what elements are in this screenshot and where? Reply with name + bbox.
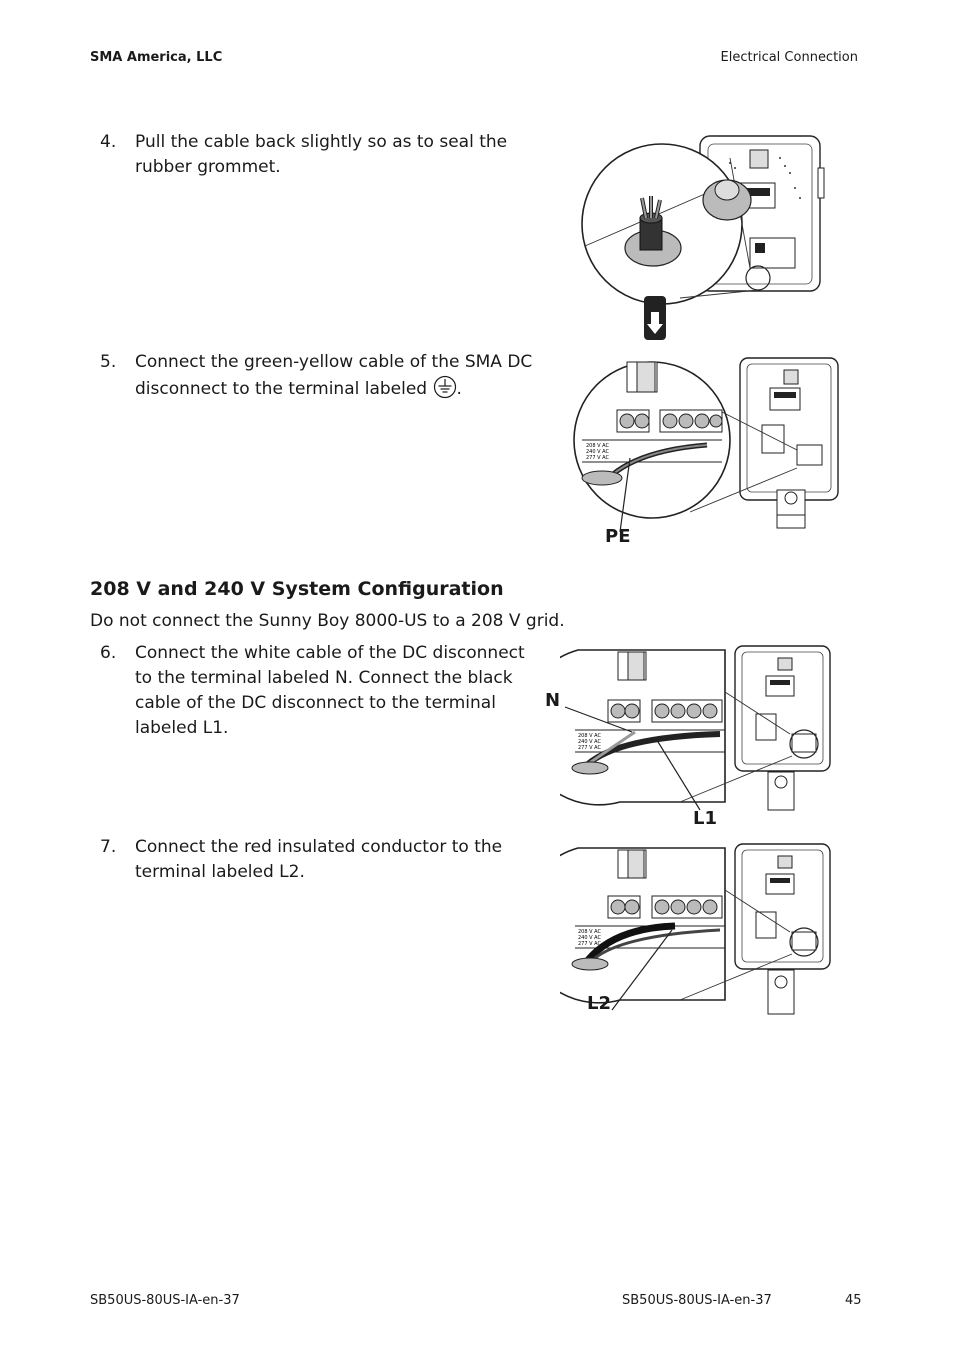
terminal-label-277: 277 V AC [578, 941, 601, 947]
step-text-before: Connect the green-yellow cable of the SMA DC disconnect to the terminal labeled [135, 352, 533, 399]
footer-doc-id-right: SB50US-80US-IA-en-37 [622, 1293, 772, 1308]
step-7 [90, 835, 540, 885]
callout-pe: PE [605, 526, 631, 547]
page-number: 45 [845, 1293, 862, 1308]
step-text: Pull the cable back slightly so as to seal the rubber grommet. [135, 132, 508, 177]
callout-l2: L2 [587, 993, 611, 1014]
step-text [135, 350, 540, 402]
figure-grommet-seal [580, 128, 850, 343]
terminal-label-208: 208 V AC [586, 443, 609, 449]
step-5 [90, 350, 540, 402]
figure-l2-connection [560, 840, 850, 1018]
step-text-after: . [456, 379, 462, 399]
section-title: 208 V and 240 V System Configuration [90, 578, 504, 600]
step-text: Connect the red insulated conductor to the terminal labeled L2. [135, 837, 503, 882]
terminal-label-208: 208 V AC [578, 929, 601, 935]
step-number: 7. [100, 837, 117, 857]
step-number: 4. [100, 132, 117, 152]
ground-icon [433, 375, 457, 399]
terminal-label-240: 240 V AC [578, 739, 601, 745]
section-intro: Do not connect the Sunny Boy 8000-US to a 208 V grid. [90, 611, 565, 631]
step-number: 5. [100, 352, 117, 372]
terminal-label-240: 240 V AC [586, 449, 609, 455]
terminal-label-240: 240 V AC [578, 935, 601, 941]
step-4 [90, 130, 540, 180]
header-chapter: Electrical Connection [720, 50, 858, 65]
step-6 [90, 641, 540, 741]
callout-l1: L1 [693, 808, 717, 829]
figure-n-l1-connection [560, 642, 850, 814]
step-text: Connect the white cable of the DC disconnect to the terminal labeled N. Connect the black cable of the DC disconnect to the terminal labeled L1. [135, 643, 525, 738]
header-company: SMA America, LLC [90, 50, 223, 65]
figure-pe-connection [572, 350, 847, 535]
terminal-label-277: 277 V AC [578, 745, 601, 751]
callout-n: N [545, 690, 561, 711]
terminal-label-277: 277 V AC [586, 455, 609, 461]
step-number: 6. [100, 643, 117, 663]
terminal-label-208: 208 V AC [578, 733, 601, 739]
footer-doc-id-left: SB50US-80US-IA-en-37 [90, 1293, 240, 1308]
